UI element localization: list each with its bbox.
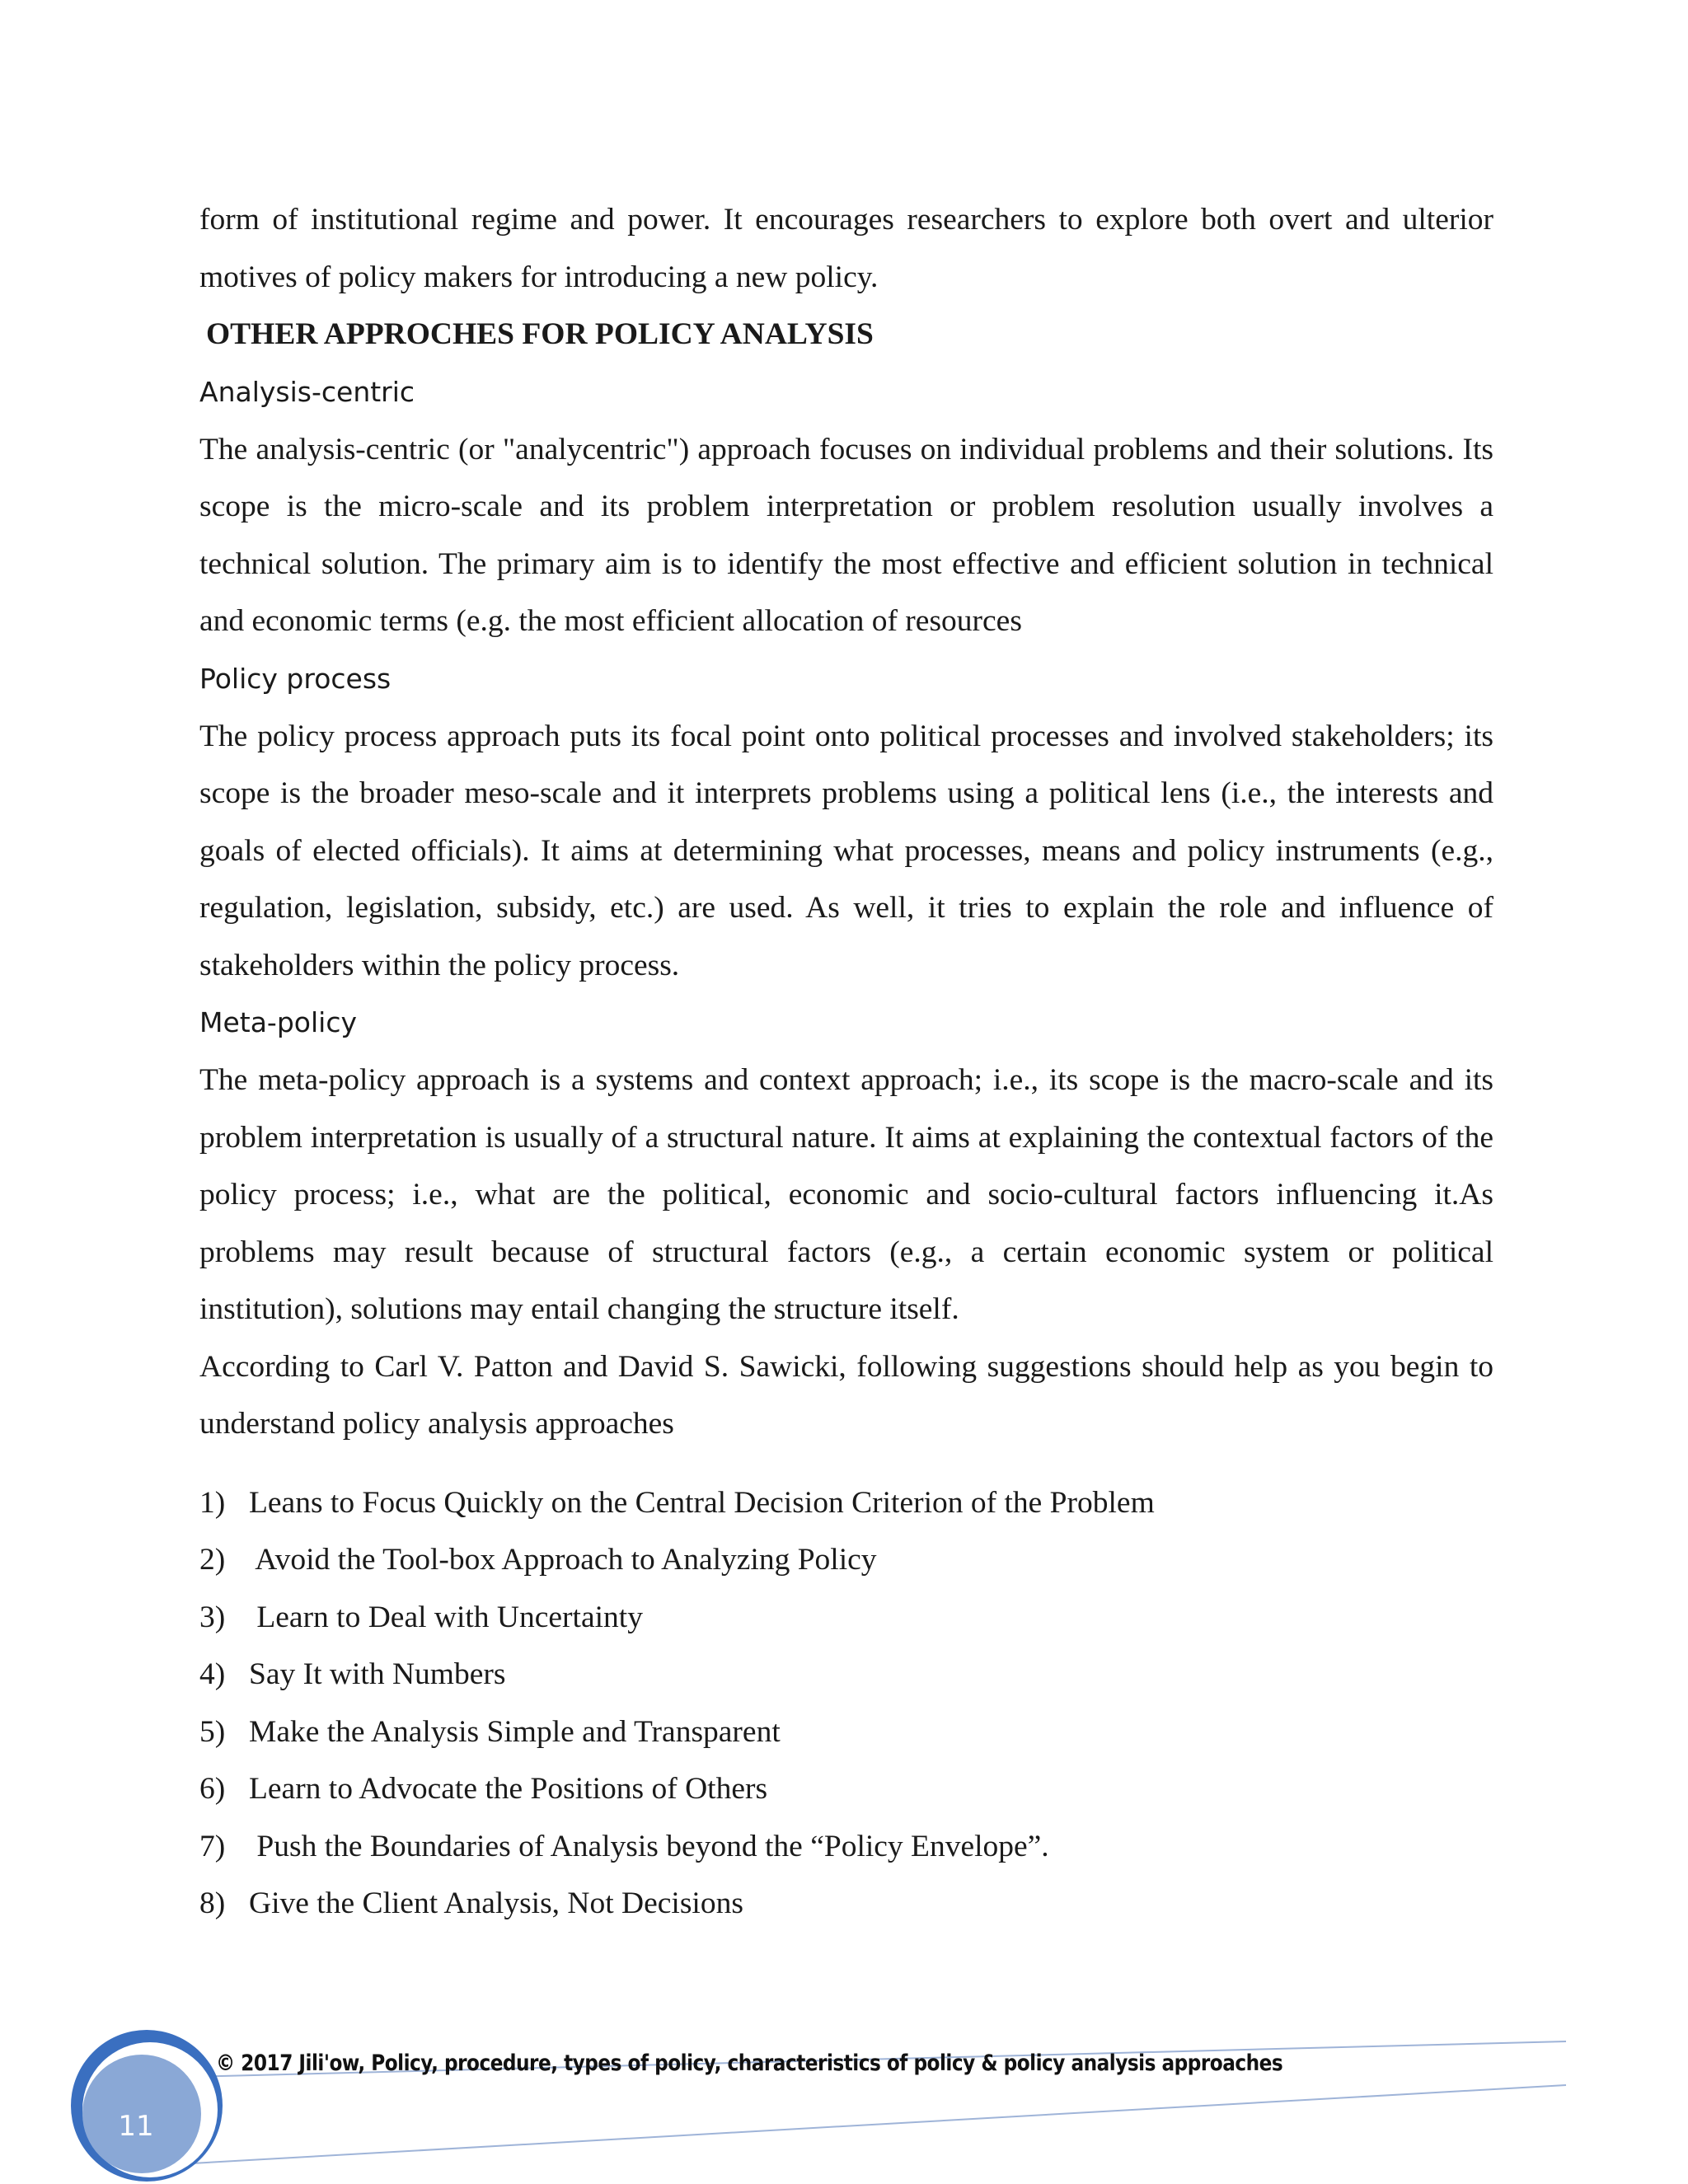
list-item [199,1704,1493,1761]
list-item-text: Make the Analysis Simple and Transparent [249,1714,781,1749]
page-number: 11 [118,2110,154,2143]
list-item-number: 5) [199,1714,226,1749]
list-item [199,1875,1493,1933]
footer-copyright: © 2017 Jili'ow, Policy, procedure, types of policy, characteristics of policy & policy analysis approaches [216,2050,1283,2076]
list-item [199,1646,1493,1704]
suggestions-list [199,1474,1493,1933]
section-title-meta-policy: Meta-policy [199,1006,357,1038]
list-item-text: Learn to Deal with Uncertainty [249,1600,643,1634]
list-item [199,1760,1493,1818]
list-item-number: 2) [199,1543,226,1577]
list-item-number: 3) [199,1600,226,1634]
list-item [199,1474,1493,1532]
section-body-analysis-centric: The analysis-centric (or "analycentric") approach focuses on individual problems and their solutions. Its scope is the micro-scale and its problem interpretation or problem resolution usually involves a technical solution. The primary aim is to identify the most effective and efficient solution in technical and economic terms (e.g. the most efficient allocation of resources [199,432,1493,638]
page-content [199,191,1493,1933]
list-item-text: Push the Boundaries of Analysis beyond the “Policy Envelope”. [249,1829,1049,1863]
footer-rule-bottom [148,2085,1566,2166]
main-heading: OTHER APPROCHES FOR POLICY ANALYSIS [206,317,874,351]
list-item-text: Avoid the Tool-box Approach to Analyzing Policy [249,1543,877,1577]
list-item [199,1818,1493,1876]
patton-intro-paragraph: According to Carl V. Patton and David S. Sawicki, following suggestions should help as you begin to understand policy analysis approaches [199,1349,1493,1441]
list-item-number: 6) [199,1772,226,1806]
list-item-text: Learn to Advocate the Positions of Others [249,1772,768,1806]
section-body-meta-policy: The meta-policy approach is a systems and context approach; i.e., its scope is the macro-scale and its problem interpretation is usually of a structural nature. It aims at explaining the contextual factors of the policy process; i.e., what are the political, economic and socio-cultural factors influencing it.As problems may result because of structural factors (e.g., a certain economic system or political institution), solutions may entail changing the structure itself. [199,1063,1493,1326]
list-item-number: 8) [199,1886,226,1920]
list-item-number: 4) [199,1657,226,1691]
section-title-policy-process: Policy process [199,662,392,695]
list-item-number: 7) [199,1829,226,1863]
intro-paragraph: form of institutional regime and power. It encourages researchers to explore both overt and ulterior motives of policy makers for introducing a new policy. [199,203,1493,294]
list-item-text: Say It with Numbers [249,1657,506,1691]
section-title-analysis-centric: Analysis-centric [199,375,415,408]
list-item-text: Give the Client Analysis, Not Decisions [249,1886,743,1920]
list-item [199,1531,1493,1589]
list-item-number: 1) [199,1485,226,1520]
list-item-text: Leans to Focus Quickly on the Central Decision Criterion of the Problem [249,1485,1155,1520]
list-item [199,1589,1493,1647]
section-body-policy-process: The policy process approach puts its focal point onto political processes and involved stakeholders; its scope is the broader meso-scale and it interprets problems using a political lens (i.e., the interests and goals of elected officials). It aims at determining what processes, means and policy instruments (e.g., regulation, legislation, subsidy, etc.) are used. As well, it tries to explain the role and influence of stakeholders within the policy process. [199,719,1493,982]
